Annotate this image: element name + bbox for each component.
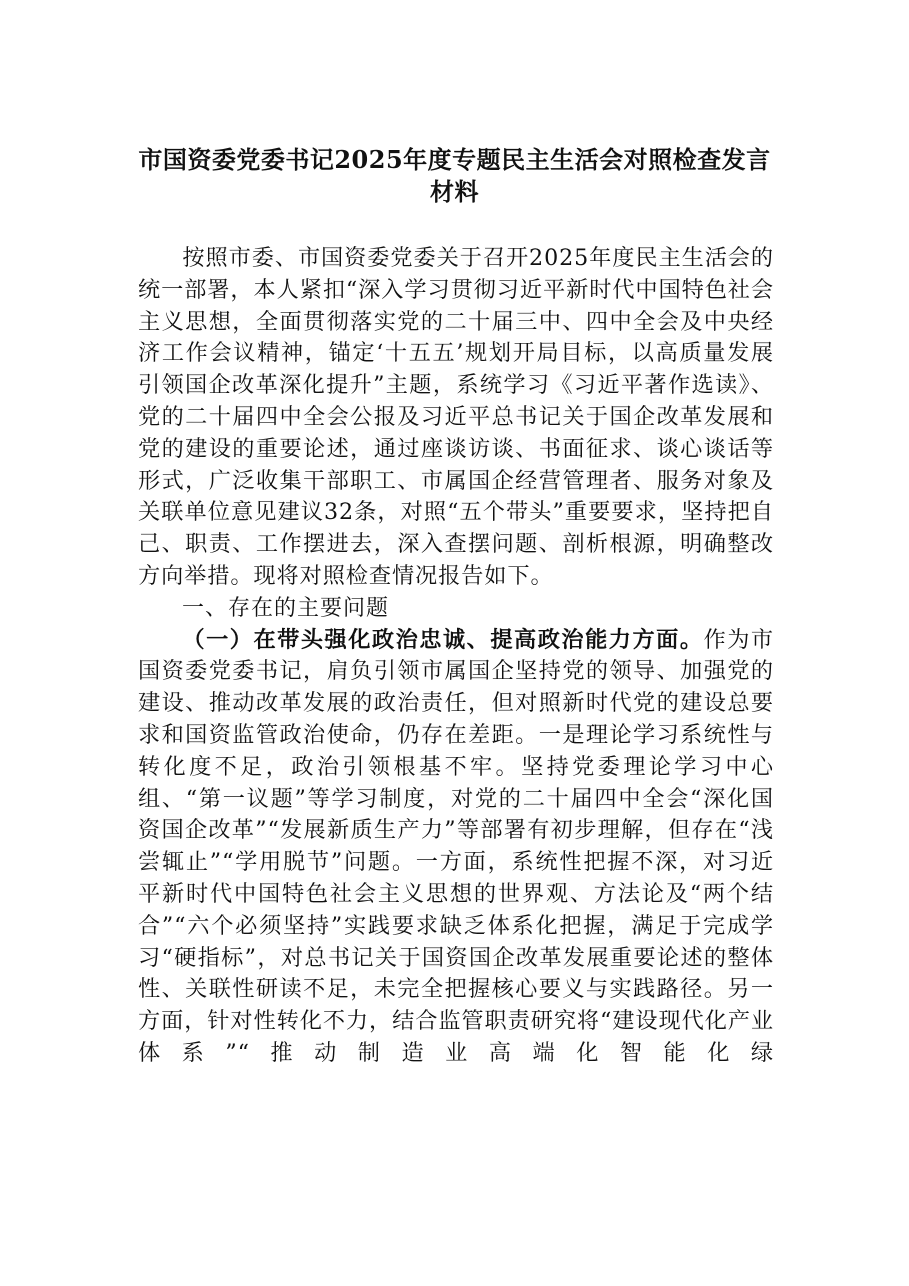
section-heading-1: 一、存在的主要问题 (182, 595, 390, 621)
intro-paragraph: 按照市委、市国资委党委关于召开2025年度民主生活会的统一部署，本人紧扣“深入学习贯彻习近平新时代中国特色社会主义思想，全面贯彻落实党的二十届三中、四中全会及中央经济工作会议精神，锚定‘十五五’规划开局目标，以高质量发展引领国企改革深化提升”主题，系统学习《习近平著作选读》、党的二十届四中全会公报及习近平总书记关于国企改革发展和党的建设的重要论述，通过座谈访谈、书面征求、谈心谈话等形式，广泛收集干部职工、市属国企经营管理者、服务对象及关联单位意见建议32条，对照“五个带头”重要要求，坚持把自己、职责、工作摆进去，深入查摆问题、剖析根源，明确整改方向举措。现将对照检查情况报告如下。 (138, 245, 774, 589)
document-title (120, 144, 789, 208)
document-title-line-2: 材料 (430, 177, 479, 206)
subsection-heading-1: （一）在带头强化政治忠诚、提高政治能力方面。 (182, 626, 704, 653)
subsection-paragraph-1 (138, 625, 774, 1070)
subsection-text-1: 作为市国资委党委书记，肩负引领市属国企坚持党的领导、加强党的建设、推动改革发展的政治责任，但对照新时代党的建设总要求和国资监管政治使命，仍存在差距。一是理论学习系统性与转化度不足，政治引领根基不牢。坚持党委理论学习中心组、“第一议题”等学习制度，对党的二十届四中全会“深化国资国企改革”“发展新质生产力”等部署有初步理解，但存在“浅尝辄止”“学用脱节”问题。一方面，系统性把握不深，对习近平新时代中国特色社会主义思想的世界观、方法论及“两个结合”“六个必须坚持”实践要求缺乏体系化把握，满足于完成学习“硬指标”，对总书记关于国资国企改革发展重要论述的整体性、关联性研读不足，未完全把握核心要义与实践路径。另一方面，针对性转化不力，结合监管职责研究将“建设现代化产业体系”“推动制造业高端化智能化绿 (138, 626, 774, 1066)
document-body (138, 243, 774, 1070)
document-title-line-1: 市国资委党委书记2025年度专题民主生活会对照检查发言 (138, 145, 771, 174)
